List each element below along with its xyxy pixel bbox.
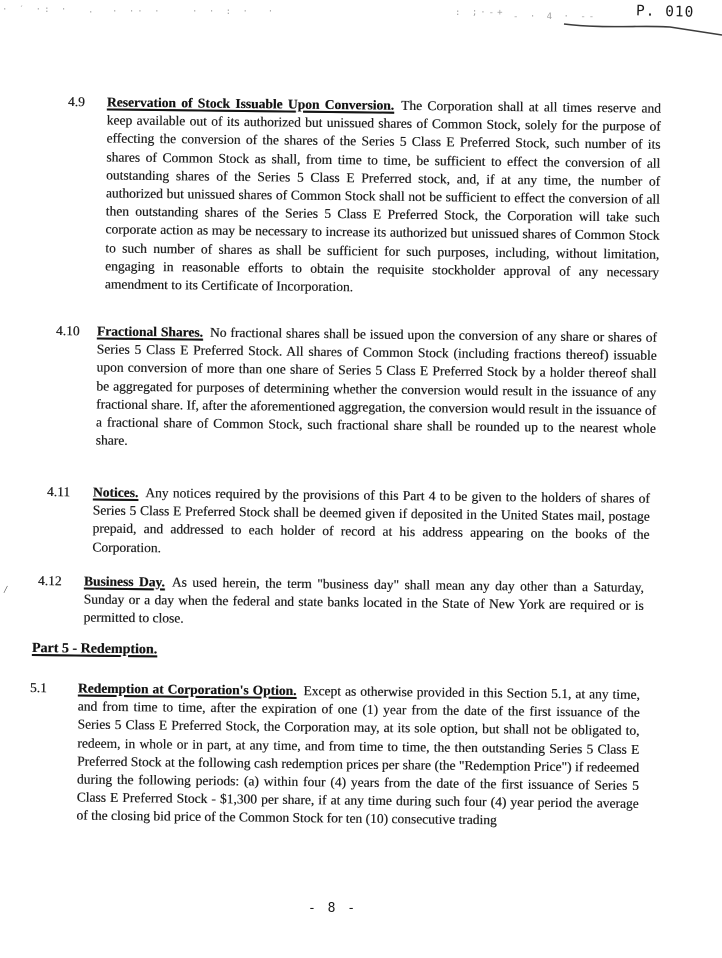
section-heading: Business Day.: [83, 573, 165, 590]
section-paragraph: [76, 680, 640, 832]
section-paragraph: [96, 322, 657, 456]
section-4-9: [66, 93, 661, 300]
section-heading: Redemption at Corporation's Option.: [77, 680, 297, 699]
section-heading: Fractional Shares.: [96, 323, 204, 340]
section-number: 4.10: [55, 322, 80, 339]
fax-noise-mark: · ′ ·: ·: [2, 5, 70, 15]
section-number: 4.12: [37, 572, 62, 589]
section-4-11: [46, 483, 650, 563]
section-number: 5.1: [29, 679, 47, 696]
fax-underline-stroke: [558, 19, 722, 39]
section-body: No fractional shares shall be issued upon the conversion of any share or shares of Series 5 Class E Preferred Stock. All shares of Common Stock (including fractions thereof) issuable upon conversion of more than one share of Series 5 Class E Preferred Stock by a holder thereof shall be aggregated for purposes of determining whether the conversion would result in the issuance of any fractional share. If, after the aforementioned aggregation, the conversion would result in the issuance of a fractional share of Common Stock, such fractional share shall be rounded up to the nearest whole share.: [95, 324, 657, 449]
fax-noise-mark: - · 4 · --: [513, 12, 598, 22]
fax-noise-mark: ·: [88, 8, 97, 18]
page-number: - 8 -: [308, 901, 358, 916]
section-body: As used herein, the term "business day" shall mean any day other than a Saturday, Sunday or a day when the federal and state banks located in the State of New York are required or is permitted to close.: [83, 574, 644, 627]
part-5-heading: Part 5 - Redemption.: [31, 641, 158, 658]
section-paragraph: [92, 484, 650, 563]
fax-noise-mark: · ·· ·: [112, 7, 163, 17]
section-number: 4.11: [46, 483, 71, 500]
section-heading: Notices.: [92, 484, 139, 501]
fax-page-label: P. 010: [635, 3, 695, 21]
section-4-12: [37, 572, 644, 633]
fax-noise-mark: · · : · ·: [192, 7, 277, 17]
fax-noise-mark: : ;·-+: [455, 8, 506, 18]
section-body: Any notices required by the provisions of this Part 4 to be given to the holders of shares of Series 5 Class E Preferred Stock shall be deemed given if deposited in the United States mail, postage prepaid, and addressed to each holder of record at his address appearing on the books of the Corporation.: [92, 485, 650, 555]
section-number: 4.9: [67, 93, 85, 110]
section-paragraph: [105, 93, 661, 300]
section-body: Except as otherwise provided in this Section 5.1, at any time, and from time to time, after the expiration of one (1) year from the date of the first issuance of the Series 5 Class E Preferred Stock, the Corporation may, at its sole option, but shall not be obligated to, redeem, in whole or in part, at any time, and from time to time, the then outstanding Series 5 Class E Preferred Stock at the following cash redemption prices per share (the "Redemption Price") if redeemed during the following periods: (a) within four (4) years from the date of the first issuance of Series 5 Class E Preferred Stock - $1,300 per share, if at any time during such four (4) year period the average of the closing bid price of the Common Stock for ten (10) consecutive trading: [76, 683, 640, 828]
section-4-10: [55, 322, 657, 456]
section-paragraph: [83, 573, 644, 634]
section-5-1: [28, 679, 640, 832]
section-body: The Corporation shall at all times reserve and keep available out of its authorized but unissued shares of Common Stock, solely for the purpose of effecting the conversion of the shares of the Series 5 Class E Preferred Stock, such number of its shares of Common Stock as shall, from time to time, be sufficient to effect the conversion of all outstanding shares of the Series 5 Class E Preferred stock, and, if at any time, the number of authorized but unissued shares of Common Stock shall not be sufficient to effect the conversion of all then outstanding shares of the Series 5 Class E Preferred Stock, the Corporation will take such corporate action as may be necessary to increase its authorized but unissued shares of Common Stock to such number of shares as shall be sufficient for such purposes, including, without limitation, engaging in reasonable efforts to obtain the requisite stockholder approval of any necessary amendment to its Certificate of Incorporation.: [104, 97, 661, 295]
margin-tick-mark: /: [3, 583, 8, 597]
section-heading: Reservation of Stock Issuable Upon Conversion.: [106, 94, 395, 113]
